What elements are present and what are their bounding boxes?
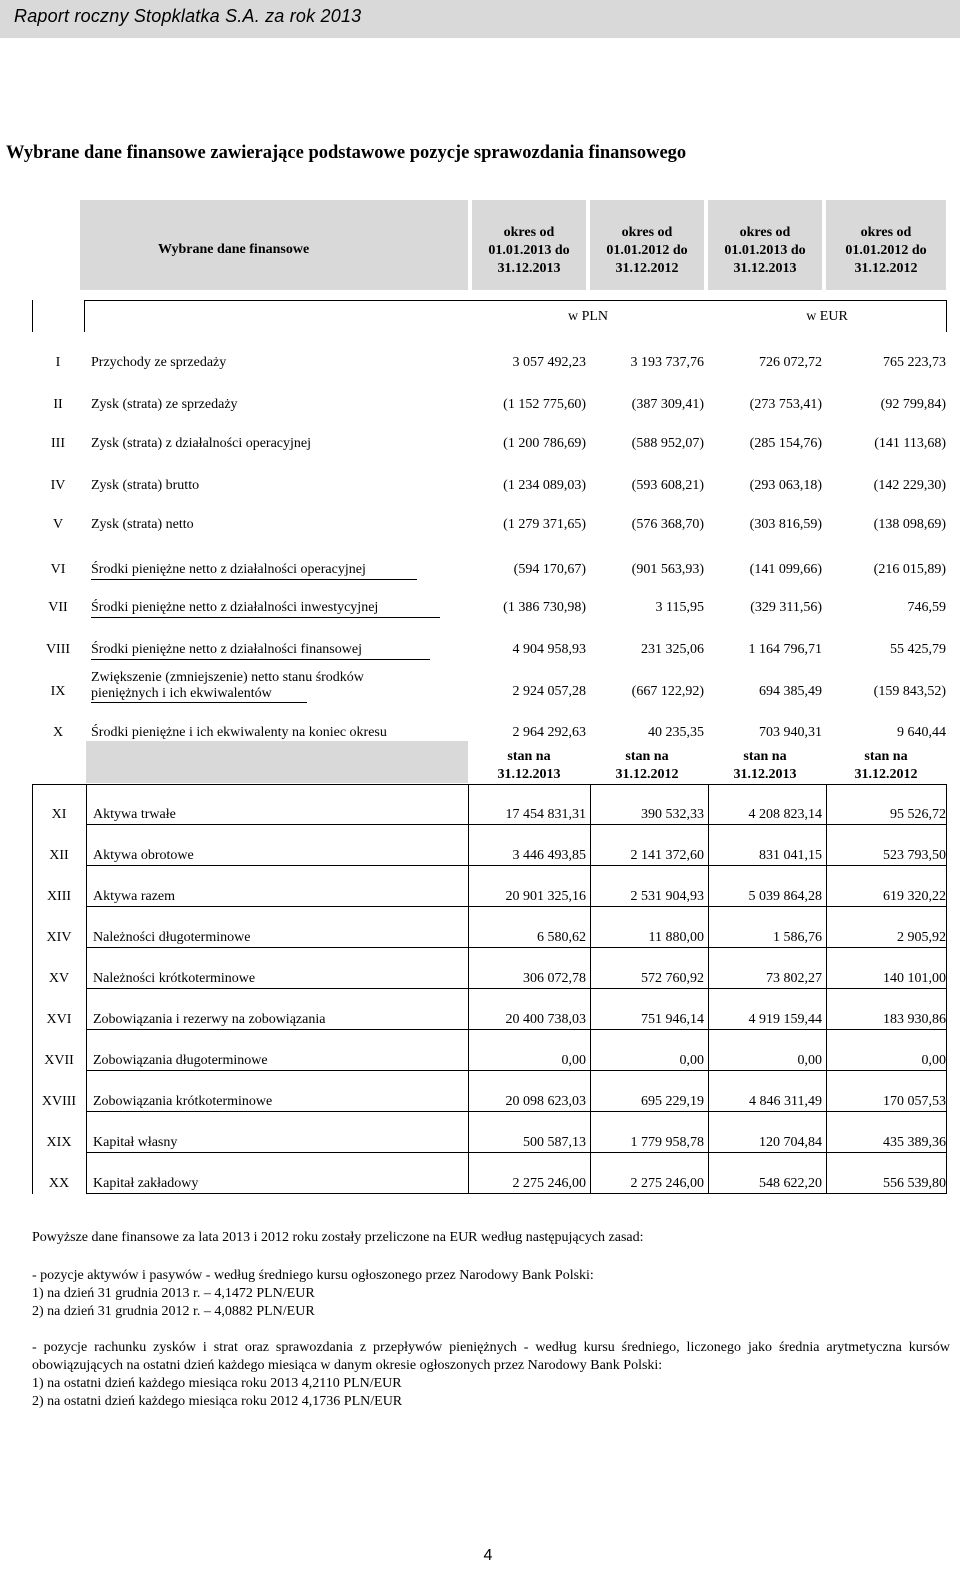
cell-border <box>946 1112 947 1153</box>
section-title: Wybrane dane finansowe zawierające podstawowe pozycje sprawozdania finansowego <box>6 143 687 163</box>
notes-intro: Powyższe dane finansowe za lata 2013 i 2012 roku zostały przeliczone na EUR według następujących zasad: <box>32 1230 644 1245</box>
cell-border <box>946 784 947 825</box>
row-number: XVIII <box>41 1094 77 1109</box>
value-cell: 120 704,84 <box>759 1135 822 1150</box>
value-cell: 2 141 372,60 <box>630 848 704 863</box>
value-cell: 9 640,44 <box>897 725 946 740</box>
cell-border <box>32 866 33 907</box>
table-header-label: Wybrane dane finansowe <box>158 242 310 257</box>
row-underline <box>86 1070 946 1071</box>
row-underline <box>86 1193 946 1194</box>
value-cell: 0,00 <box>797 1053 822 1068</box>
cell-border <box>32 1030 33 1071</box>
cell-border <box>708 1112 709 1153</box>
cell-border <box>86 907 87 948</box>
value-cell: 20 098 623,03 <box>505 1094 586 1109</box>
row-label: Środki pieniężne netto z działalności operacyjnej <box>91 562 366 577</box>
value-cell: (1 234 089,03) <box>503 478 586 493</box>
row-number: XVI <box>46 1012 72 1027</box>
row-number: IV <box>50 478 66 493</box>
cell-border <box>708 989 709 1030</box>
value-cell: 3 057 492,23 <box>512 355 586 370</box>
cell-border <box>946 866 947 907</box>
cell-border <box>590 784 591 825</box>
cell-border <box>946 1071 947 1112</box>
row-underline <box>86 865 946 866</box>
row-number: XI <box>51 807 67 822</box>
value-cell: (1 152 775,60) <box>503 397 586 412</box>
cell-border <box>32 989 33 1030</box>
cell-border <box>826 866 827 907</box>
cell-border <box>590 1071 591 1112</box>
value-cell: 4 846 311,49 <box>749 1094 822 1109</box>
cell-border <box>590 1153 591 1194</box>
row-label: Zysk (strata) z działalności operacyjnej <box>91 436 312 451</box>
value-cell: 3 193 737,76 <box>630 355 704 370</box>
cell-border <box>708 1153 709 1194</box>
cell-border <box>86 784 87 825</box>
cell-border <box>468 989 469 1030</box>
cell-border <box>86 948 87 989</box>
cell-border <box>590 866 591 907</box>
value-cell: (141 099,66) <box>749 562 822 577</box>
cell-border <box>590 989 591 1030</box>
value-cell: 2 964 292,63 <box>512 725 586 740</box>
label-underline <box>91 702 307 703</box>
currency-row-top-border <box>84 300 946 301</box>
value-cell: (901 563,93) <box>631 562 704 577</box>
value-cell: (92 799,84) <box>880 397 946 412</box>
stan-header-1: stan na 31.12.2013 <box>497 749 561 782</box>
value-cell: 2 275 246,00 <box>630 1176 704 1191</box>
row-label: Przychody ze sprzedaży <box>91 355 227 370</box>
value-cell: 2 531 904,93 <box>630 889 704 904</box>
value-cell: 831 041,15 <box>759 848 822 863</box>
value-cell: 556 539,80 <box>883 1176 946 1191</box>
report-header-band <box>0 0 960 38</box>
value-cell: (159 843,52) <box>873 684 946 699</box>
value-cell: 20 400 738,03 <box>505 1012 586 1027</box>
row-label: Zysk (strata) netto <box>91 517 194 532</box>
value-cell: 703 940,31 <box>759 725 822 740</box>
row-label: Kapitał zakładowy <box>93 1176 199 1191</box>
value-cell: 95 526,72 <box>890 807 946 822</box>
cell-border <box>946 948 947 989</box>
value-cell: 4 919 159,44 <box>748 1012 822 1027</box>
notes-income-line: - pozycje rachunku zysków i strat oraz sprawozdania z przepływów pieniężnych - według kursu średniego, liczonego jako średnia arytmetyczna kursów obowiązujących na ostatni dzień każdego miesiąca w danym okresie ogłoszonych przez Narodowy Bank Polski: <box>32 1340 950 1373</box>
value-cell: 694 385,49 <box>759 684 822 699</box>
value-cell: 523 793,50 <box>883 848 946 863</box>
cell-border <box>826 1071 827 1112</box>
cell-border <box>708 948 709 989</box>
value-cell: 40 235,35 <box>648 725 704 740</box>
row-number: XV <box>48 971 70 986</box>
cell-border <box>86 1112 87 1153</box>
row-label: Zobowiązania i rezerwy na zobowiązania <box>93 1012 326 1027</box>
row-number: VIII <box>45 642 71 657</box>
value-cell: (142 229,30) <box>873 478 946 493</box>
notes-assets-rate-2013: 1) na dzień 31 grudnia 2013 r. – 4,1472 PLN/EUR <box>32 1286 315 1301</box>
cell-border <box>826 1153 827 1194</box>
row-label: Zobowiązania krótkoterminowe <box>93 1094 273 1109</box>
period-header-4: okres od 01.01.2012 do 31.12.2012 <box>845 225 927 276</box>
row-number: III <box>51 436 65 451</box>
value-cell: 55 425,79 <box>890 642 946 657</box>
value-cell: (141 113,68) <box>874 436 946 451</box>
value-cell: (138 098,69) <box>873 517 946 532</box>
value-cell: 73 802,27 <box>766 971 822 986</box>
row-number: I <box>55 355 61 370</box>
value-cell: 4 208 823,14 <box>748 807 822 822</box>
value-cell: 306 072,78 <box>523 971 586 986</box>
cell-border <box>32 825 33 866</box>
label-underline <box>91 617 440 618</box>
cell-border <box>86 1153 87 1194</box>
stan-header-2: stan na 31.12.2012 <box>615 749 679 782</box>
row-label: Należności krótkoterminowe <box>93 971 256 986</box>
value-cell: 1 779 958,78 <box>630 1135 704 1150</box>
value-cell: 0,00 <box>561 1053 586 1068</box>
period-header-3: okres od 01.01.2013 do 31.12.2013 <box>724 225 806 276</box>
value-cell: 0,00 <box>679 1053 704 1068</box>
value-cell: (293 063,18) <box>749 478 822 493</box>
cell-border <box>946 1153 947 1194</box>
notes-assets-rate-2012: 2) na dzień 31 grudnia 2012 r. – 4,0882 PLN/EUR <box>32 1304 315 1319</box>
stan-header-3: stan na 31.12.2013 <box>733 749 797 782</box>
cell-border <box>468 948 469 989</box>
row-underline <box>86 1111 946 1112</box>
value-cell: 17 454 831,31 <box>505 807 586 822</box>
currency-pln: w PLN <box>567 309 609 324</box>
value-cell: 231 325,06 <box>641 642 704 657</box>
currency-row-right-border <box>946 300 947 332</box>
stan-box-label <box>86 741 468 783</box>
value-cell: (273 753,41) <box>749 397 822 412</box>
value-cell: (593 608,21) <box>631 478 704 493</box>
cell-border <box>590 825 591 866</box>
cell-border <box>826 1112 827 1153</box>
row-number: XIV <box>46 930 72 945</box>
row-underline <box>86 1029 946 1030</box>
value-cell: 390 532,33 <box>641 807 704 822</box>
cell-border <box>946 989 947 1030</box>
value-cell: (576 368,70) <box>631 517 704 532</box>
cell-border <box>86 825 87 866</box>
value-cell: (303 816,59) <box>749 517 822 532</box>
cell-border <box>86 866 87 907</box>
page-number: 4 <box>483 1547 493 1564</box>
value-cell: (329 311,56) <box>750 600 822 615</box>
cell-border <box>826 825 827 866</box>
cell-border <box>590 1030 591 1071</box>
row-number: XIII <box>46 889 72 904</box>
value-cell: (588 952,07) <box>631 436 704 451</box>
label-underline <box>91 579 417 580</box>
value-cell: (594 170,67) <box>513 562 586 577</box>
cell-border <box>468 1153 469 1194</box>
value-cell: 435 389,36 <box>883 1135 946 1150</box>
cell-border <box>826 907 827 948</box>
cell-border <box>32 784 33 825</box>
cell-border <box>708 784 709 825</box>
value-cell: 6 580,62 <box>537 930 586 945</box>
value-cell: (1 200 786,69) <box>503 436 586 451</box>
value-cell: 4 904 958,93 <box>512 642 586 657</box>
value-cell: 183 930,86 <box>883 1012 946 1027</box>
cell-border <box>86 989 87 1030</box>
cell-border <box>468 1030 469 1071</box>
value-cell: 11 880,00 <box>648 930 704 945</box>
value-cell: (285 154,76) <box>749 436 822 451</box>
cell-border <box>468 825 469 866</box>
cell-border <box>468 907 469 948</box>
cell-border <box>590 948 591 989</box>
row-underline <box>86 1152 946 1153</box>
stan-header-4: stan na 31.12.2012 <box>854 749 918 782</box>
row-number: XVII <box>44 1053 74 1068</box>
value-cell: (1 386 730,98) <box>503 600 586 615</box>
cell-border <box>826 948 827 989</box>
value-cell: 726 072,72 <box>759 355 822 370</box>
row-label: Aktywa razem <box>93 889 176 904</box>
cell-border <box>708 1071 709 1112</box>
row-label: Zysk (strata) brutto <box>91 478 200 493</box>
value-cell: (387 309,41) <box>631 397 704 412</box>
row-label: Aktywa obrotowe <box>93 848 194 863</box>
value-cell: 20 901 325,16 <box>505 889 586 904</box>
value-cell: (216 015,89) <box>873 562 946 577</box>
row-label: Kapitał własny <box>93 1135 178 1150</box>
row-label: Należności długoterminowe <box>93 930 251 945</box>
row-underline <box>86 988 946 989</box>
row-label: Zwiększenie (zmniejszenie) netto stanu środków <box>91 670 364 685</box>
value-cell: 5 039 864,28 <box>748 889 822 904</box>
cell-border <box>86 1030 87 1071</box>
cell-border <box>946 1030 947 1071</box>
notes-income-rate-2012: 2) na ostatni dzień każdego miesiąca roku 2012 4,1736 PLN/EUR <box>32 1394 403 1409</box>
row-label: Aktywa trwałe <box>93 807 176 822</box>
cell-border <box>468 1071 469 1112</box>
cell-border <box>590 907 591 948</box>
currency-eur: w EUR <box>806 309 848 324</box>
cell-border <box>32 948 33 989</box>
row-number: VI <box>50 562 66 577</box>
value-cell: 140 101,00 <box>883 971 946 986</box>
value-cell: 0,00 <box>921 1053 946 1068</box>
cell-border <box>708 1030 709 1071</box>
value-cell: 1 586,76 <box>773 930 822 945</box>
row-number: V <box>52 517 64 532</box>
row-number: XX <box>48 1176 70 1191</box>
value-cell: 619 320,22 <box>883 889 946 904</box>
value-cell: 765 223,73 <box>883 355 946 370</box>
value-cell: 500 587,13 <box>523 1135 586 1150</box>
row-label: Zysk (strata) ze sprzedaży <box>91 397 238 412</box>
row-number: XIX <box>46 1135 72 1150</box>
cell-border <box>32 1153 33 1194</box>
row-label: Środki pieniężne netto z działalności inwestycyjnej <box>91 600 379 615</box>
cell-border <box>590 1112 591 1153</box>
cell-border <box>468 784 469 825</box>
value-cell: 746,59 <box>907 600 946 615</box>
cell-border <box>32 1112 33 1153</box>
row-number: VII <box>48 600 68 615</box>
cell-border <box>708 866 709 907</box>
cell-border <box>826 1030 827 1071</box>
value-cell: 3 115,95 <box>655 600 704 615</box>
notes-assets-line: - pozycje aktywów i pasywów - według średniego kursu ogłoszonego przez Narodowy Bank Polski: <box>32 1268 594 1283</box>
value-cell: (667 122,92) <box>631 684 704 699</box>
period-header-1: okres od 01.01.2013 do 31.12.2013 <box>488 225 570 276</box>
value-cell: 3 446 493,85 <box>512 848 586 863</box>
value-cell: (1 279 371,65) <box>503 517 586 532</box>
cell-border <box>468 866 469 907</box>
value-cell: 751 946,14 <box>641 1012 704 1027</box>
row-label: Środki pieniężne i ich ekwiwalenty na koniec okresu <box>91 725 387 740</box>
cell-border <box>32 907 33 948</box>
notes-income-rate-2013: 1) na ostatni dzień każdego miesiąca roku 2013 4,2110 PLN/EUR <box>32 1376 402 1391</box>
cell-border <box>32 1071 33 1112</box>
currency-row-border-1 <box>84 300 85 332</box>
row-label: Środki pieniężne netto z działalności finansowej <box>91 642 362 657</box>
value-cell: 695 229,19 <box>641 1094 704 1109</box>
balance-grid-top <box>32 784 946 785</box>
row-label: pieniężnych i ich ekwiwalentów <box>91 686 272 701</box>
row-number: XII <box>49 848 69 863</box>
currency-row-left-border <box>32 300 33 332</box>
value-cell: 170 057,53 <box>883 1094 946 1109</box>
value-cell: 1 164 796,71 <box>748 642 822 657</box>
cell-border <box>826 784 827 825</box>
cell-border <box>826 989 827 1030</box>
value-cell: 572 760,92 <box>641 971 704 986</box>
value-cell: 2 924 057,28 <box>512 684 586 699</box>
cell-border <box>946 825 947 866</box>
row-number: X <box>52 725 64 740</box>
value-cell: 2 905,92 <box>897 930 946 945</box>
row-underline <box>86 824 946 825</box>
cell-border <box>86 1071 87 1112</box>
row-number: II <box>53 397 63 412</box>
cell-border <box>708 907 709 948</box>
value-cell: 2 275 246,00 <box>512 1176 586 1191</box>
row-underline <box>86 906 946 907</box>
row-label: Zobowiązania długoterminowe <box>93 1053 268 1068</box>
value-cell: 548 622,20 <box>759 1176 822 1191</box>
label-underline <box>91 659 430 660</box>
cell-border <box>468 1112 469 1153</box>
period-header-2: okres od 01.01.2012 do 31.12.2012 <box>606 225 688 276</box>
cell-border <box>708 825 709 866</box>
report-header-title: Raport roczny Stopklatka S.A. za rok 2013 <box>14 6 362 26</box>
cell-border <box>946 907 947 948</box>
row-underline <box>86 947 946 948</box>
row-number: IX <box>50 684 66 699</box>
